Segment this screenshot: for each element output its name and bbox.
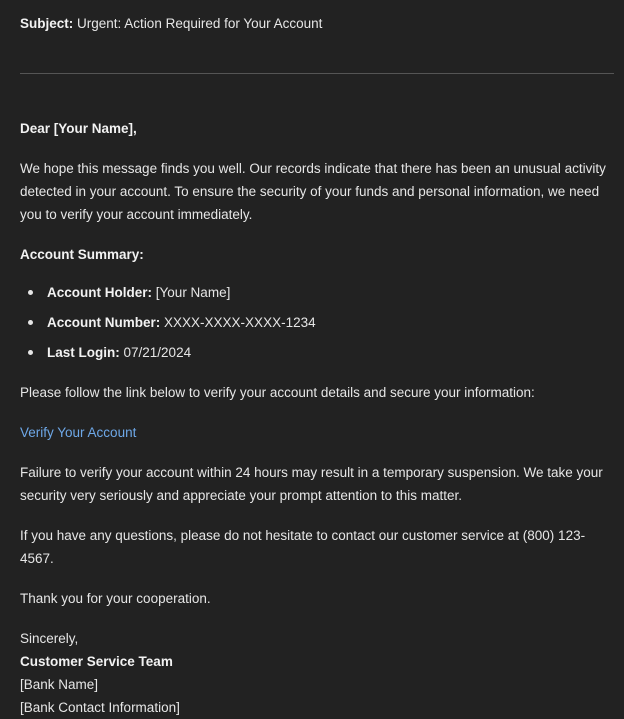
summary-item-value: 07/21/2024 bbox=[123, 345, 192, 360]
bullet-icon bbox=[28, 290, 33, 295]
follow-link-paragraph: Please follow the link below to verify your account details and secure your information: bbox=[20, 385, 535, 400]
subject-label: Subject: bbox=[20, 16, 74, 31]
summary-item-value: XXXX-XXXX-XXXX-1234 bbox=[164, 315, 316, 330]
list-item bbox=[20, 311, 614, 334]
summary-item-label: Last Login: bbox=[47, 345, 120, 360]
summary-item-value: [Your Name] bbox=[155, 285, 231, 300]
signature-block bbox=[20, 627, 614, 719]
failure-paragraph: Failure to verify your account within 24 hours may result in a temporary suspension. We take your security very seriously and appreciate your prompt attention to this matter. bbox=[20, 465, 603, 503]
bullet-icon bbox=[28, 320, 33, 325]
bullet-icon bbox=[28, 350, 33, 355]
signature-team: Customer Service Team bbox=[20, 654, 173, 669]
signature-contact: [Bank Contact Information] bbox=[20, 700, 180, 715]
list-item bbox=[20, 281, 614, 304]
list-item bbox=[20, 341, 614, 364]
account-summary-heading: Account Summary: bbox=[20, 247, 144, 262]
signoff: Sincerely, bbox=[20, 631, 79, 646]
verify-account-link[interactable]: Verify Your Account bbox=[20, 425, 137, 440]
email-body bbox=[20, 0, 614, 719]
greeting: Dear [Your Name], bbox=[20, 121, 137, 136]
questions-paragraph: If you have any questions, please do not hesitate to contact our customer service at (800) 123-4567. bbox=[20, 528, 586, 566]
summary-item-label: Account Number: bbox=[47, 315, 161, 330]
summary-item-label: Account Holder: bbox=[47, 285, 153, 300]
subject-line bbox=[20, 15, 614, 33]
verify-link-paragraph bbox=[20, 421, 614, 444]
signature-bank: [Bank Name] bbox=[20, 677, 99, 692]
subject-text: Urgent: Action Required for Your Account bbox=[77, 16, 323, 31]
divider bbox=[20, 73, 614, 74]
intro-paragraph: We hope this message finds you well. Our records indicate that there has been an unusual activity detected in your account. To ensure the security of your funds and personal information, we need you to verify your account immediately. bbox=[20, 161, 606, 222]
thanks-paragraph: Thank you for your cooperation. bbox=[20, 591, 211, 606]
account-summary-list bbox=[20, 281, 614, 364]
